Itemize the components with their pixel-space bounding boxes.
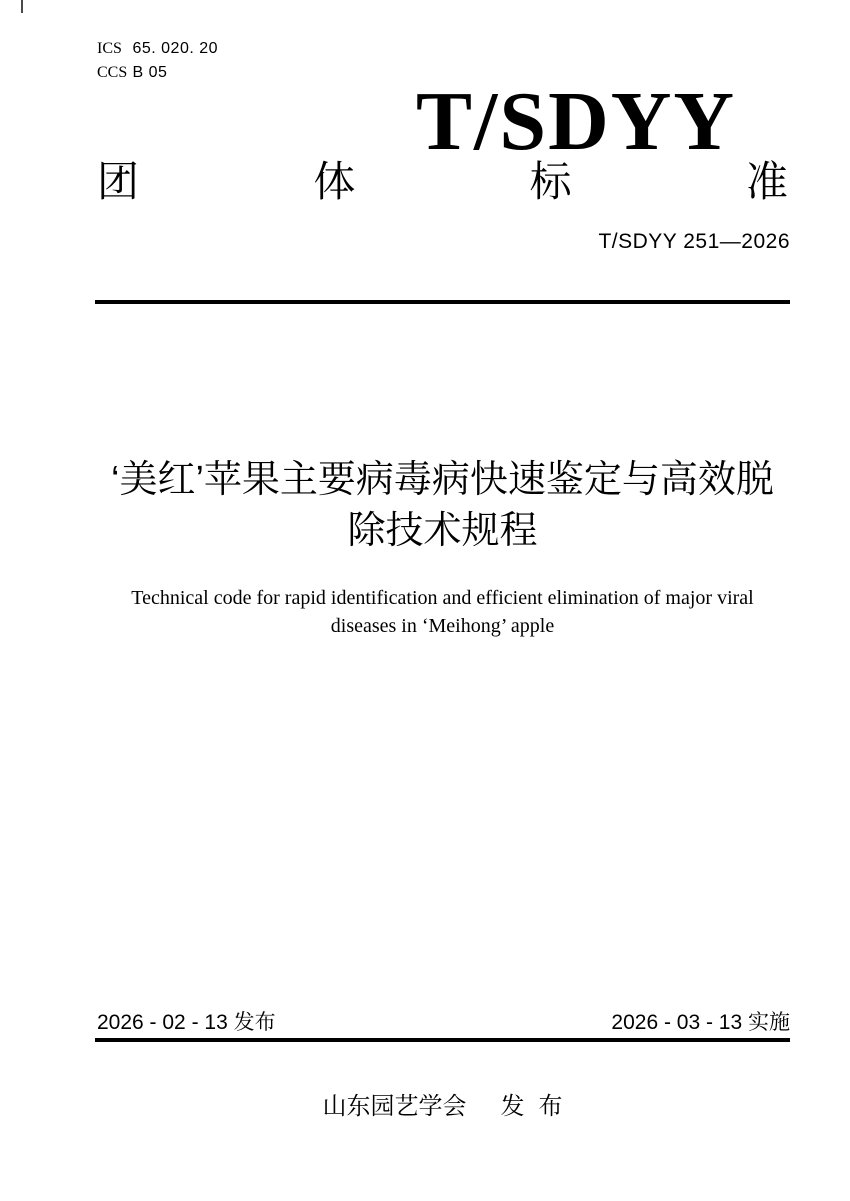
subtitle-line-2: diseases in ‘Meihong’ apple [330,615,555,637]
standard-type-char: 标 [529,158,572,205]
scan-artifact-mark [21,0,23,13]
standard-type-char: 准 [745,158,788,205]
ics-label: ICS [97,40,122,57]
standard-type-char: 团 [97,158,140,205]
document-title-chinese [95,455,790,557]
publisher-row [95,1092,790,1122]
ics-code-row [97,37,218,61]
document-title-english [95,584,790,640]
classification-codes [97,37,218,85]
issue-date: 2026 - 02 - 13 发布 [97,1011,276,1034]
standard-type-title [97,158,788,206]
publish-action-label: 发布 [500,1093,577,1120]
ccs-code-row [97,61,218,85]
footer-rule [95,1038,790,1042]
header-rule [95,300,790,304]
document-number: T/SDYY 251—2026 [598,230,790,253]
title-line-1: ‘美红’苹果主要病毒病快速鉴定与高效脱 [111,459,774,501]
standard-type-char: 体 [313,158,356,205]
implementation-date: 2026 - 03 - 13 实施 [611,1011,790,1034]
title-line-2: 除技术规程 [347,510,538,552]
publisher-name: 山东园艺学会 [322,1093,467,1120]
ccs-value: B 05 [132,64,168,81]
ics-value: 65. 020. 20 [132,40,219,57]
standard-body-logo: T/SDYY [416,75,737,168]
subtitle-line-1: Technical code for rapid identification and efficient elimination of major viral [131,587,754,609]
ccs-label: CCS [97,64,128,81]
